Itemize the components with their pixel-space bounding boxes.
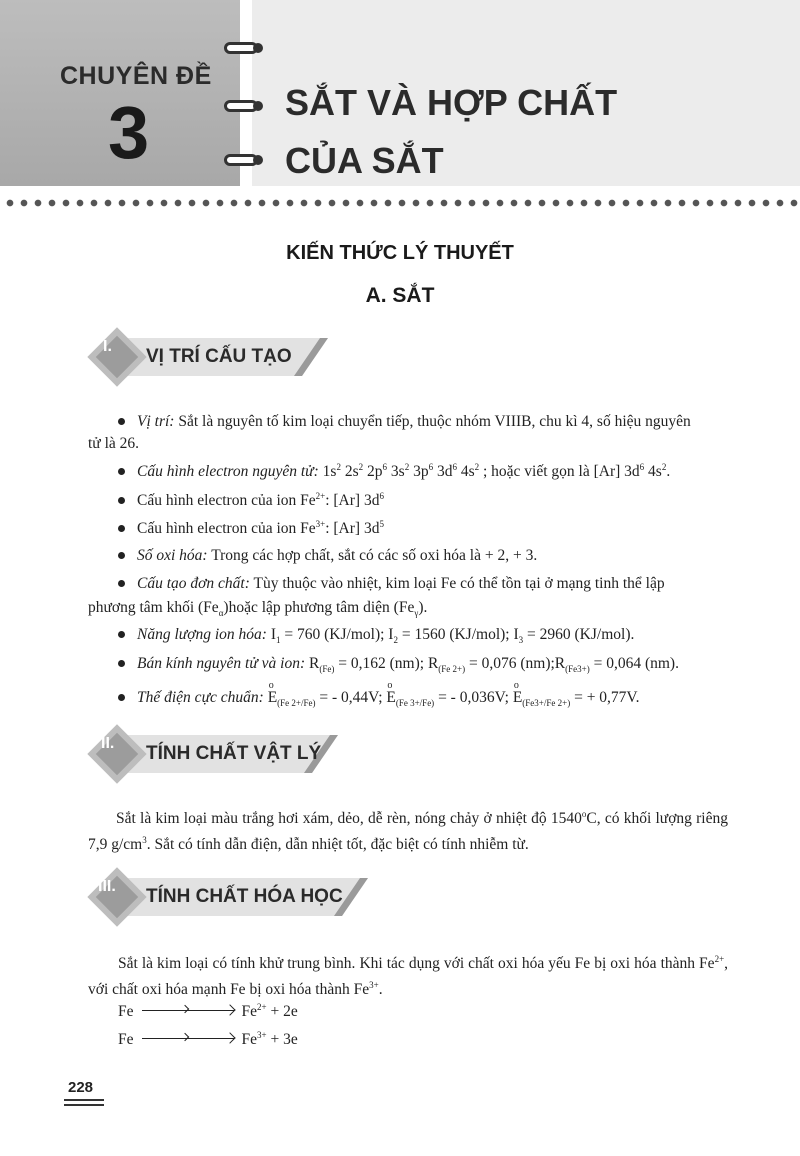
list-item: Cấu hình electron nguyên tử: $1s^2$ $2s^2$ $2p^6$ $3s^2$ $3p^6$ $3d^6$ $4s^2$ ; hoặc viết gọn là [Ar] $3d^6$ $4s^2$. xyxy=(88,461,728,483)
list-item: Vị trí: Sắt là nguyên tố kim loại chuyển tiếp, thuộc nhóm VIIIB, chu kì 4, số hiệu nguyên xyxy=(88,411,728,433)
chapter-number: 3 xyxy=(108,91,150,174)
section-banner-3: III. TÍNH CHẤT HÓA HỌC xyxy=(88,868,378,928)
section-banner-1: I. VỊ TRÍ CẤU TẠO xyxy=(88,328,338,388)
list-item: Cấu tạo đơn chất: Tùy thuộc vào nhiệt, kim loại Fe có thể tồn tại ở mạng tinh thể lập xyxy=(88,573,728,595)
list-item: Bán kính nguyên tử và ion: $R_{(Fe)} = 0,162$ (nm); $R_{(Fe 2+)} = 0,076$ $(nm);R_{(Fe3+)} = 0,064$ (nm). xyxy=(88,653,728,675)
section-banner-2: II. TÍNH CHẤT VẬT LÝ xyxy=(88,725,348,785)
dotted-divider xyxy=(0,198,800,208)
sub-heading: A. SẮT xyxy=(365,284,435,307)
chapter-label: CHUYÊN ĐỀ xyxy=(60,62,212,90)
list-item: Cấu hình electron của ion $Fe^{2+}$: [Ar] $3d^6$ xyxy=(88,490,728,512)
list-item: Năng lượng ion hóa: $I_1 = 760$ (KJ/mol); $I_2 = 1560$ (KJ/mol); $I_3 = 2960$ (KJ/mol). xyxy=(88,624,728,646)
chemical-properties-text: Sắt là kim loại có tính khử trung bình. Khi tác dụng với chất oxi hóa yếu Fe bị oxi hóa thành $Fe^{2+}$, với chất oxi hóa mạnh Fe bị oxi hóa thành $Fe^{3+}$. xyxy=(88,953,729,998)
page-number: 228 xyxy=(68,1079,94,1096)
list-item: Số oxi hóa: Trong các hợp chất, sắt có các số oxi hóa là + 2, + 3. xyxy=(88,545,728,567)
section-title: VỊ TRÍ CẤU TẠO xyxy=(146,346,292,367)
physical-properties-text: Sắt là kim loại màu trắng hơi xám, dẻo, dễ rèn, nóng chảy ở nhiệt độ 1540$^o$C, có khối lượng riêng 7,9 $g/cm^3$. Sắt có tính dẫn điện, dẫn nhiệt tốt, đặc biệt có tính nhiễm từ. xyxy=(88,808,728,853)
chapter-title: SẮT VÀ HỢP CHẤT CỦA SẮT xyxy=(285,82,618,181)
section-title: TÍNH CHẤT HÓA HỌC xyxy=(146,886,343,907)
equation-1: Fe $Fe^{2+} + 2e$ xyxy=(118,1001,298,1020)
main-heading: KIẾN THỨC LÝ THUYẾT xyxy=(286,242,514,264)
section-title: TÍNH CHẤT VẬT LÝ xyxy=(146,743,322,764)
equation-2: Fe $Fe^{3+} + 3e$ xyxy=(118,1029,298,1048)
list-item: Thế điện cực chuẩn: E o $_{(Fe 2+/Fe)}$ = - 0,44V; E o $_{(Fe 3+/Fe)}$ = - 0,036V; E o $_{(Fe3+/Fe 2+)}$ = + 0,77V. xyxy=(88,687,728,709)
list-item: Cấu hình electron của ion $Fe^{3+}$: [Ar] $3d^5$ xyxy=(88,518,728,540)
